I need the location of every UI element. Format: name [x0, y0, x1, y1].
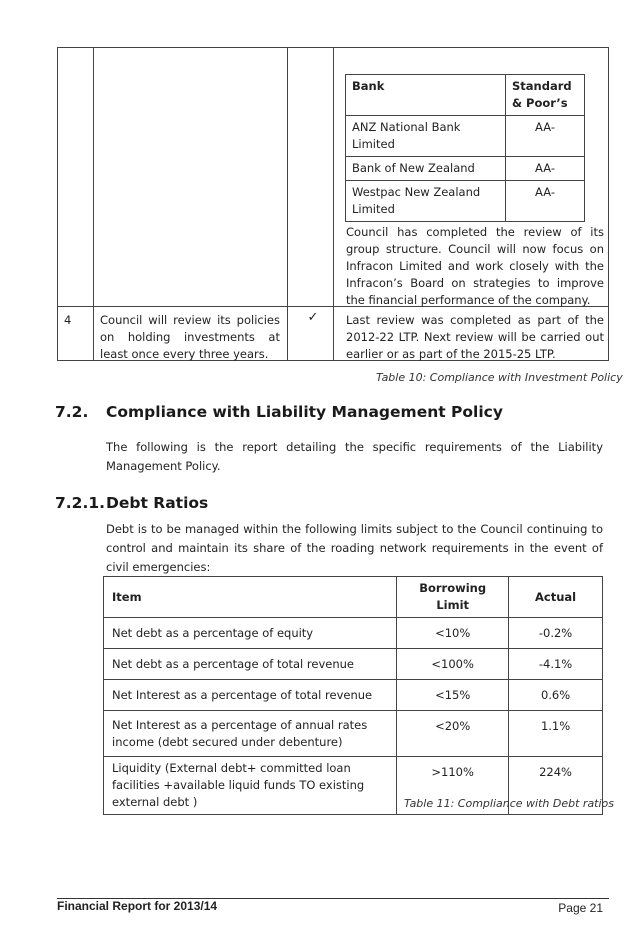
limit-header: Borrowing Limit — [397, 577, 509, 618]
debt-item: Liquidity (External debt+ committed loan facilities +available liquid funds TO existing external debt ) — [104, 757, 397, 815]
table-row — [346, 157, 585, 181]
borrowing-limit: <15% — [397, 680, 509, 711]
debt-item: Net Interest as a percentage of total revenue — [104, 680, 397, 711]
section-title: Compliance with Liability Management Policy — [106, 403, 503, 421]
section-number: 7.2. — [55, 403, 89, 421]
actual-header: Actual — [509, 577, 603, 618]
debt-table-header — [104, 577, 603, 618]
subsection-number: 7.2.1. — [55, 494, 106, 512]
bank-name: Bank of New Zealand — [346, 157, 506, 181]
check-icon: ✓ — [307, 310, 319, 325]
borrowing-limit: <10% — [397, 618, 509, 649]
table-row — [346, 181, 585, 222]
page-number: Page 21 — [558, 901, 603, 915]
row-number: 4 — [64, 313, 72, 327]
column-divider — [333, 48, 334, 360]
debt-item: Net debt as a percentage of equity — [104, 618, 397, 649]
policy-requirement: Council will review its policies on holding investments at least once every three years. — [100, 313, 280, 361]
column-divider — [287, 48, 288, 360]
table-row — [104, 618, 603, 649]
bank-header: Bank — [346, 75, 506, 116]
table-10-caption: Table 10: Compliance with Investment Policy — [376, 371, 623, 384]
group-structure-review-note: Council has completed the review of its group structure. Council will now focus on Infracon Limited and work closely with the Infracon’s Board on strategies to improve the financial performance of the company. — [346, 225, 604, 307]
actual-value: 1.1% — [509, 711, 603, 757]
debt-item: Net Interest as a percentage of annual rates income (debt secured under debenture) — [104, 711, 397, 757]
footer-title: Financial Report for 2013/14 — [57, 899, 218, 913]
actual-value: -0.2% — [509, 618, 603, 649]
investment-compliance-table — [57, 47, 609, 361]
actual-value: -4.1% — [509, 649, 603, 680]
item-header: Item — [104, 577, 397, 618]
section-intro: The following is the report detailing the specific requirements of the Liability Management Policy. — [106, 440, 603, 473]
table-row — [346, 116, 585, 157]
table-row — [104, 649, 603, 680]
debt-ratios-table — [103, 576, 603, 815]
borrowing-limit: <20% — [397, 711, 509, 757]
bank-name: Westpac New Zealand Limited — [346, 181, 506, 222]
actual-value: 0.6% — [509, 680, 603, 711]
table-row — [104, 711, 603, 757]
subsection-title: Debt Ratios — [106, 494, 209, 512]
debt-item: Net debt as a percentage of total revenue — [104, 649, 397, 680]
column-divider — [93, 48, 94, 360]
bank-name: ANZ National Bank Limited — [346, 116, 506, 157]
rating-header: Standard & Poor’s — [506, 75, 585, 116]
bank-rating: AA- — [506, 181, 585, 222]
actual-value: 224% — [509, 757, 603, 815]
subsection-intro: Debt is to be managed within the following limits subject to the Council continuing to control and maintain its share of the roading network requirements in the event of civil emergencies: — [106, 522, 603, 574]
table-11-caption: Table 11: Compliance with Debt ratios — [404, 797, 615, 810]
bank-rating-table — [345, 74, 585, 222]
bank-rating: AA- — [506, 116, 585, 157]
bank-table-header — [346, 75, 585, 116]
bank-rating: AA- — [506, 157, 585, 181]
borrowing-limit: >110% — [397, 757, 509, 815]
review-comment: Last review was completed as part of the 2012-22 LTP. Next review will be carried out earlier or as part of the 2015-25 LTP. — [346, 313, 604, 361]
table-row — [104, 680, 603, 711]
borrowing-limit: <100% — [397, 649, 509, 680]
